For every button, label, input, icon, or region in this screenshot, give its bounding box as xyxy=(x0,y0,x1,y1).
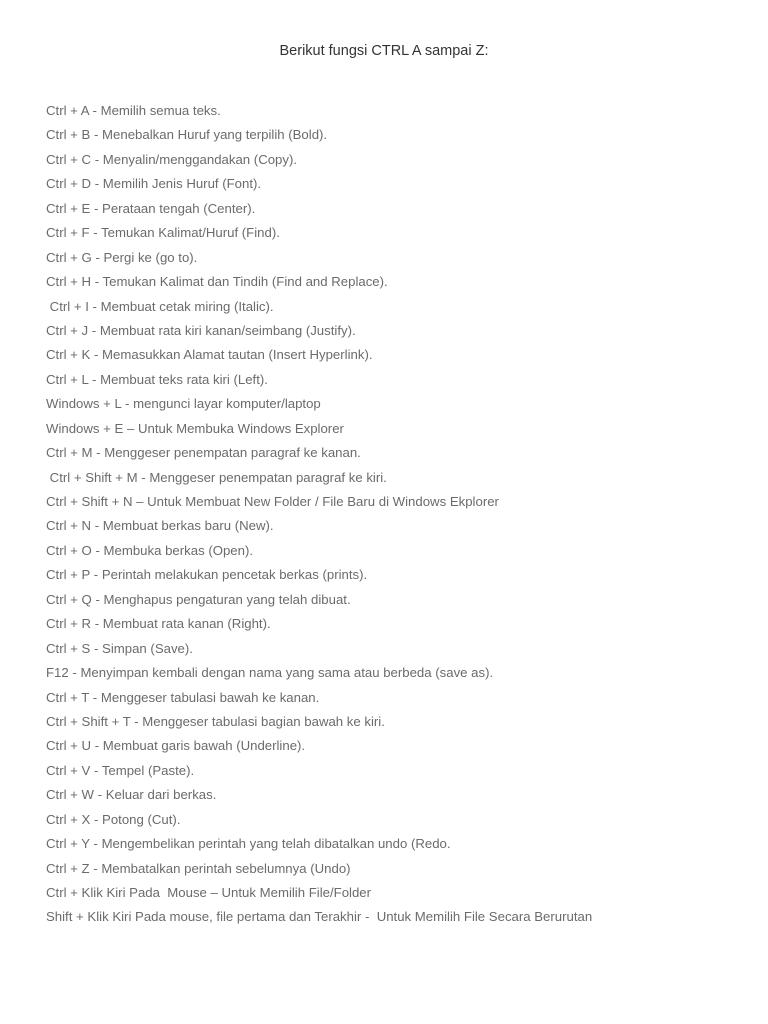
list-item: Ctrl + A - Memilih semua teks. xyxy=(46,103,221,118)
list-item: Ctrl + K - Memasukkan Alamat tautan (Insert Hyperlink). xyxy=(46,347,373,363)
list-item: Shift + Klik Kiri Pada mouse, file pertama dan Terakhir - Untuk Memilih File Secara Berurutan xyxy=(46,909,593,925)
list-item: Ctrl + Shift + T - Menggeser tabulasi bagian bawah ke kiri. xyxy=(46,713,385,729)
list-item: Ctrl + G - Pergi ke (go to). xyxy=(46,249,198,265)
list-item: Ctrl + B - Menebalkan Huruf yang terpilih (Bold). xyxy=(46,127,328,143)
list-item: Ctrl + C - Menyalin/menggandakan (Copy). xyxy=(46,151,298,167)
list-item: Ctrl + H - Temukan Kalimat dan Tindih (Find and Replace). xyxy=(46,274,388,290)
list-item: Ctrl + J - Membuat rata kiri kanan/seimbang (Justify). xyxy=(46,322,356,338)
list-item: Ctrl + Shift + N – Untuk Membuat New Folder / File Baru di Windows Ekplorer xyxy=(46,494,499,509)
shortcut-list xyxy=(46,102,746,933)
list-item: Ctrl + X - Potong (Cut). xyxy=(46,811,181,827)
document-title: Berikut fungsi CTRL A sampai Z: xyxy=(279,43,489,59)
list-item: Ctrl + U - Membuat garis bawah (Underline). xyxy=(46,738,306,754)
list-item: Ctrl + T - Menggeser tabulasi bawah ke kanan. xyxy=(46,689,320,705)
list-item: Ctrl + R - Membuat rata kanan (Right). xyxy=(46,616,271,632)
list-item: Ctrl + O - Membuka berkas (Open). xyxy=(46,542,254,558)
list-item: Ctrl + V - Tempel (Paste). xyxy=(46,762,195,778)
list-item: Ctrl + Shift + M - Menggeser penempatan paragraf ke kiri. xyxy=(46,469,387,485)
list-item: Windows + E – Untuk Membuka Windows Explorer xyxy=(46,420,344,436)
list-item: Ctrl + F - Temukan Kalimat/Huruf (Find). xyxy=(46,225,280,241)
list-item: Ctrl + M - Menggeser penempatan paragraf ke kanan. xyxy=(46,445,361,461)
list-item: Ctrl + I - Membuat cetak miring (Italic). xyxy=(46,298,274,314)
list-item: Ctrl + D - Memilih Jenis Huruf (Font). xyxy=(46,176,262,192)
list-item: Ctrl + W - Keluar dari berkas. xyxy=(46,787,217,803)
list-item: Ctrl + S - Simpan (Save). xyxy=(46,640,193,656)
list-item: F12 - Menyimpan kembali dengan nama yang sama atau berbeda (save as). xyxy=(46,665,494,681)
list-item: Ctrl + Z - Membatalkan perintah sebelumnya (Undo) xyxy=(46,860,351,876)
list-item: Windows + L - mengunci layar komputer/laptop xyxy=(46,396,321,412)
list-item: Ctrl + P - Perintah melakukan pencetak berkas (prints). xyxy=(46,567,368,583)
list-item: Ctrl + L - Membuat teks rata kiri (Left). xyxy=(46,371,268,387)
list-item: Ctrl + Q - Menghapus pengaturan yang telah dibuat. xyxy=(46,591,351,607)
list-item: Ctrl + N - Membuat berkas baru (New). xyxy=(46,518,274,534)
list-item: Ctrl + Klik Kiri Pada Mouse – Untuk Memilih File/Folder xyxy=(46,885,372,900)
list-item: Ctrl + Y - Mengembelikan perintah yang telah dibatalkan undo (Redo. xyxy=(46,836,451,852)
list-item: Ctrl + E - Perataan tengah (Center). xyxy=(46,200,256,216)
